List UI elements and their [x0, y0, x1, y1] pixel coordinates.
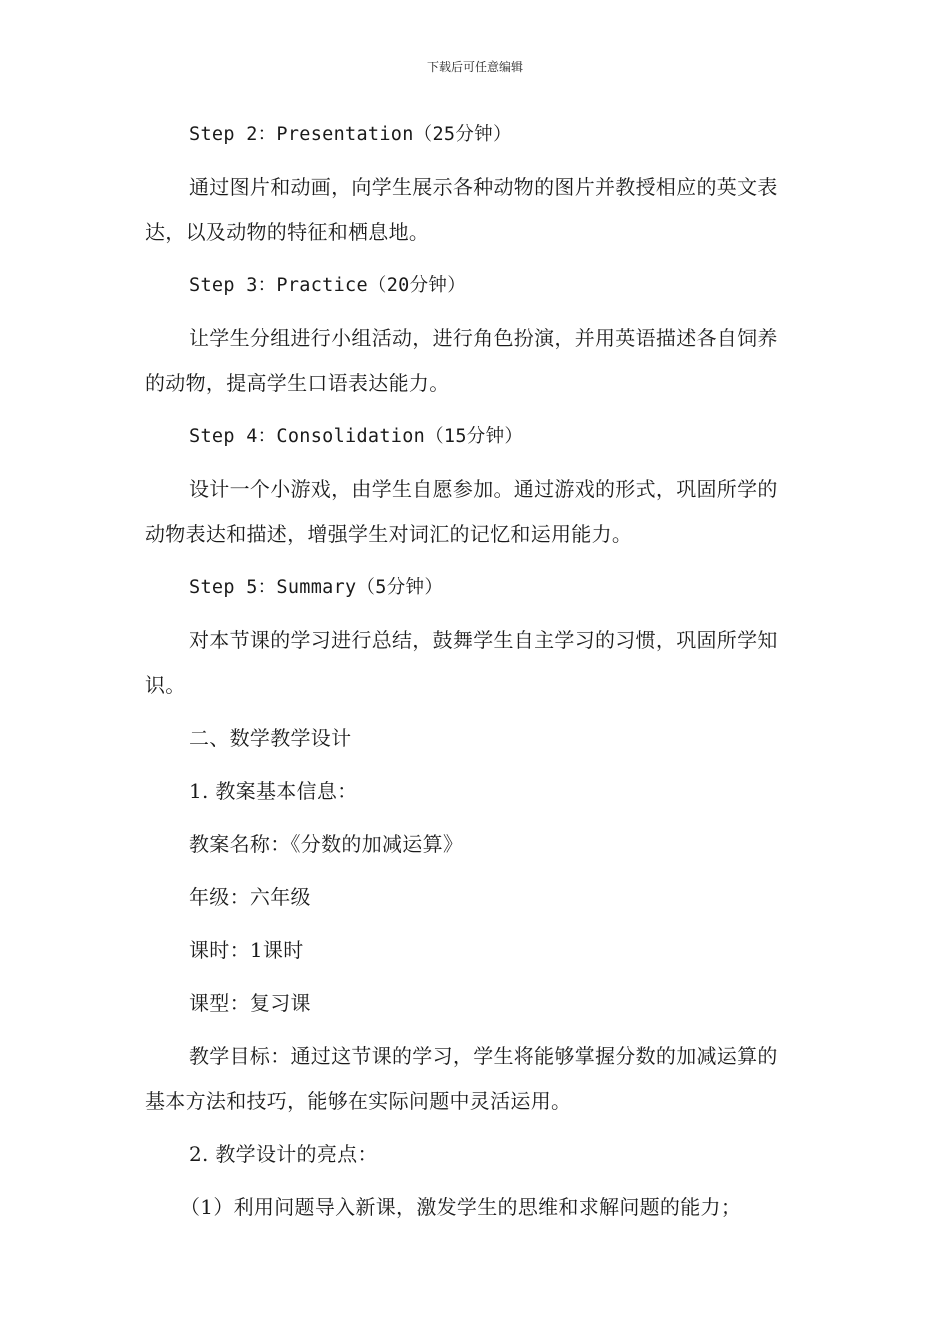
teaching-goal: 教学目标：通过这节课的学习，学生将能够掌握分数的加减运算的基本方法和技巧，能够在实际问题中灵活运用。 [145, 1044, 778, 1113]
step-3-heading: Step 3：Practice（20分钟） [189, 275, 467, 296]
lesson-name: 教案名称：《分数的加减运算》 [189, 832, 464, 856]
step-2-heading: Step 2：Presentation（25分钟） [189, 124, 512, 145]
lesson-type: 课型：复习课 [189, 991, 311, 1015]
document-body [145, 112, 795, 1238]
class-hours: 课时：1课时 [189, 938, 304, 962]
step-5-heading: Step 5：Summary（5分钟） [189, 577, 444, 598]
section-heading-math: 二、数学教学设计 [189, 726, 352, 750]
step-4-heading: Step 4：Consolidation（15分钟） [189, 426, 524, 447]
subheading-highlights: 2. 教学设计的亮点： [189, 1142, 378, 1166]
highlight-item-1: （1）利用问题导入新课，激发学生的思维和求解问题的能力； [180, 1195, 742, 1219]
step-2-paragraph: 通过图片和动画，向学生展示各种动物的图片并教授相应的英文表达，以及动物的特征和栖息地。 [145, 175, 778, 244]
grade: 年级：六年级 [189, 885, 311, 909]
header-note: 下载后可任意编辑 [426, 60, 523, 74]
step-3-paragraph: 让学生分组进行小组活动，进行角色扮演，并用英语描述各自饲养的动物，提高学生口语表达能力。 [145, 326, 778, 395]
step-5-paragraph: 对本节课的学习进行总结，鼓舞学生自主学习的习惯，巩固所学知识。 [145, 628, 778, 697]
subheading-basic-info: 1. 教案基本信息： [189, 779, 358, 803]
step-4-paragraph: 设计一个小游戏，由学生自愿参加。通过游戏的形式，巩固所学的动物表达和描述，增强学生对词汇的记忆和运用能力。 [145, 477, 778, 546]
